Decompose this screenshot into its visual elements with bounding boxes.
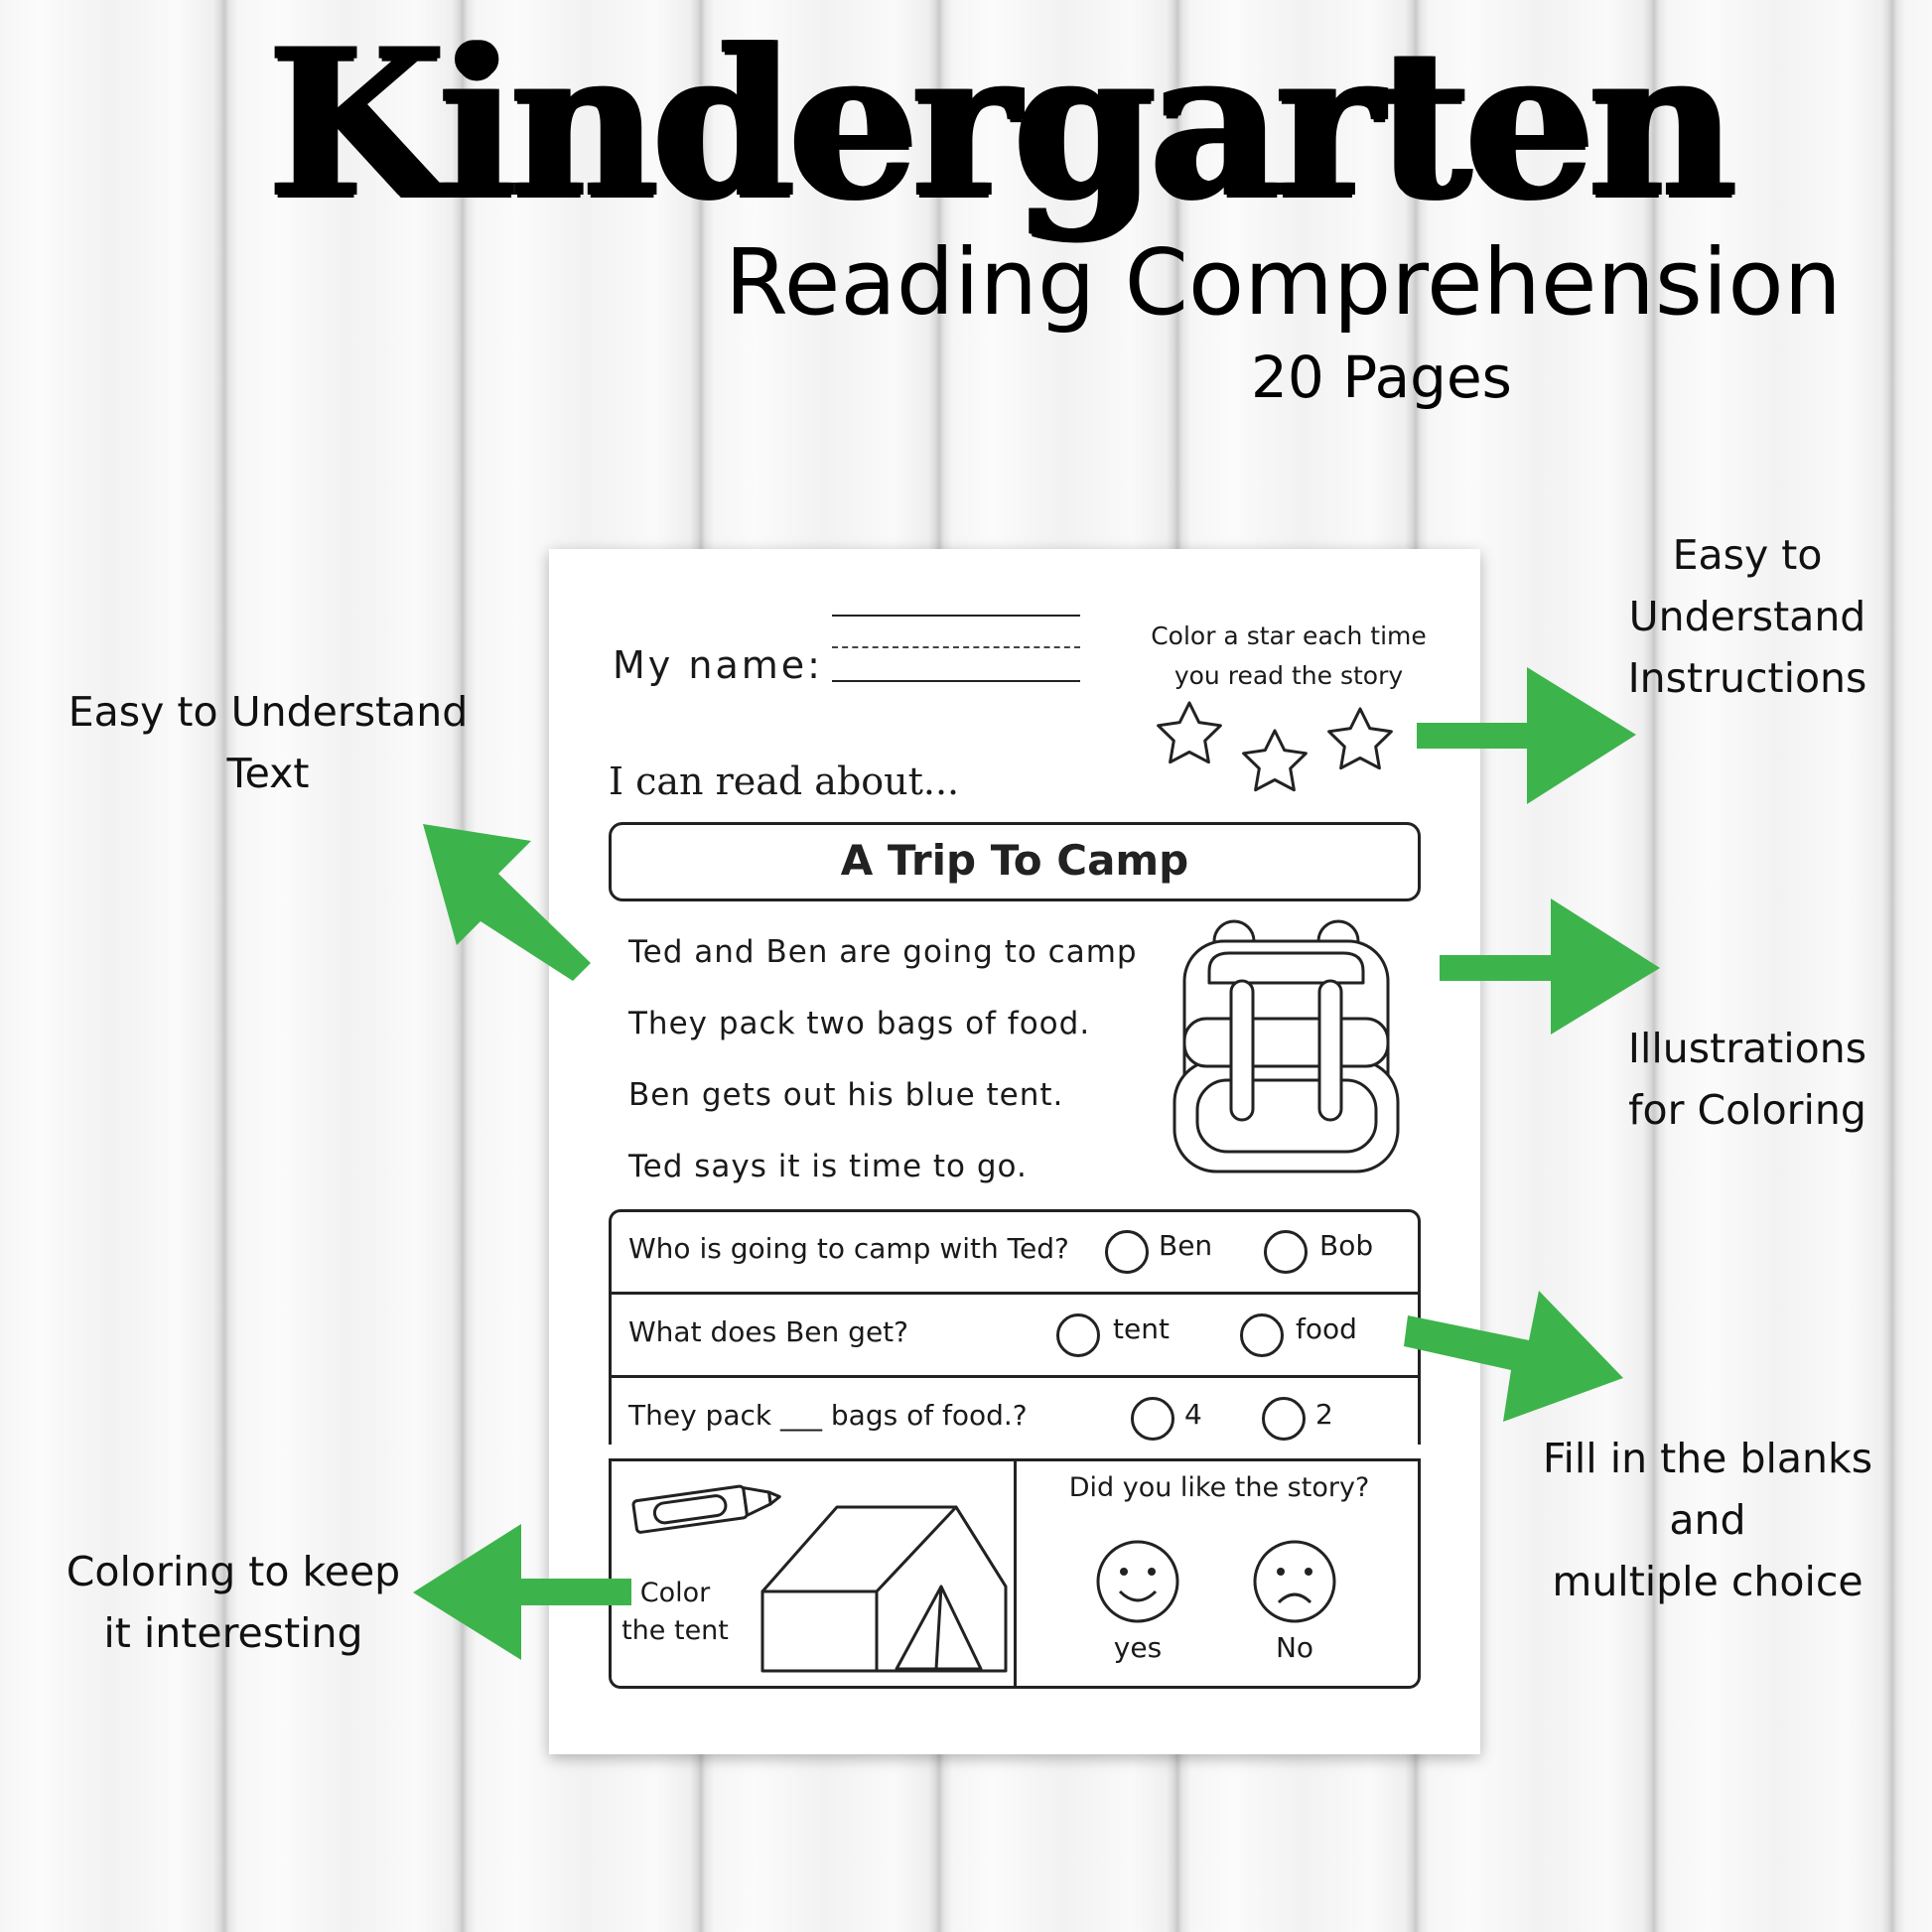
q1-option-1-label: Ben: [1159, 1229, 1213, 1262]
callout-fill-blanks-line-1: Fill in the blanks: [1542, 1435, 1873, 1482]
story-line-2: They pack two bags of food.: [628, 1006, 1091, 1041]
page-subtitle: Reading Comprehension: [725, 229, 1842, 336]
color-instruction-line-2: the tent: [621, 1615, 729, 1646]
question-1: Who is going to camp with Ted?: [628, 1232, 1069, 1265]
callout-illustrations-line-1: Illustrations: [1627, 1025, 1867, 1072]
q2-option-1-label: tent: [1113, 1312, 1170, 1345]
arrow-text-icon: [423, 824, 591, 981]
q1-option-2-label: Bob: [1319, 1229, 1374, 1262]
feedback-no-label: No: [1275, 1631, 1314, 1664]
arrow-illustrations-icon: [1440, 898, 1660, 1035]
q3-option-1-label: 4: [1184, 1398, 1202, 1431]
callout-instructions-line-2: Understand: [1628, 593, 1866, 640]
arrow-fill-blanks-icon: [1404, 1291, 1623, 1422]
story-line-4: Ted says it is time to go.: [628, 1149, 1028, 1184]
story-line-1: Ted and Ben are going to camp: [628, 934, 1138, 970]
callout-illustrations-line-2: for Coloring: [1628, 1086, 1866, 1134]
callout-text-line-1: Easy to Understand: [68, 688, 469, 736]
feedback-yes-label: yes: [1113, 1631, 1163, 1664]
page-count: 20 Pages: [1251, 344, 1512, 411]
callout-instructions-line-3: Instructions: [1627, 654, 1867, 702]
arrow-coloring-icon: [413, 1524, 631, 1660]
story-title: A Trip To Camp: [840, 836, 1189, 885]
callout-fill-blanks-line-2: and: [1669, 1496, 1746, 1544]
color-instruction-line-1: Color: [639, 1578, 711, 1608]
question-2: What does Ben get?: [628, 1315, 909, 1348]
feedback-question: Did you like the story?: [1068, 1472, 1370, 1503]
page-title: Kindergarten: [268, 5, 1731, 243]
q2-option-2-label: food: [1296, 1312, 1357, 1345]
name-label: My name:: [613, 643, 823, 687]
callout-fill-blanks-line-3: multiple choice: [1552, 1558, 1863, 1605]
callout-instructions-line-1: Easy to: [1672, 531, 1823, 579]
arrow-instructions-icon: [1417, 667, 1636, 804]
q3-option-2-label: 2: [1315, 1398, 1333, 1431]
callout-coloring-line-2: it interesting: [103, 1609, 363, 1657]
intro-text: I can read about...: [609, 759, 960, 803]
callout-coloring-line-1: Coloring to keep: [66, 1548, 401, 1595]
callout-text-line-2: Text: [226, 750, 310, 797]
question-3: They pack ___ bags of food.?: [628, 1399, 1028, 1432]
story-line-3: Ben gets out his blue tent.: [628, 1077, 1064, 1113]
star-instructions-line-1: Color a star each time: [1151, 621, 1427, 650]
star-instructions-line-2: you read the story: [1173, 661, 1404, 690]
